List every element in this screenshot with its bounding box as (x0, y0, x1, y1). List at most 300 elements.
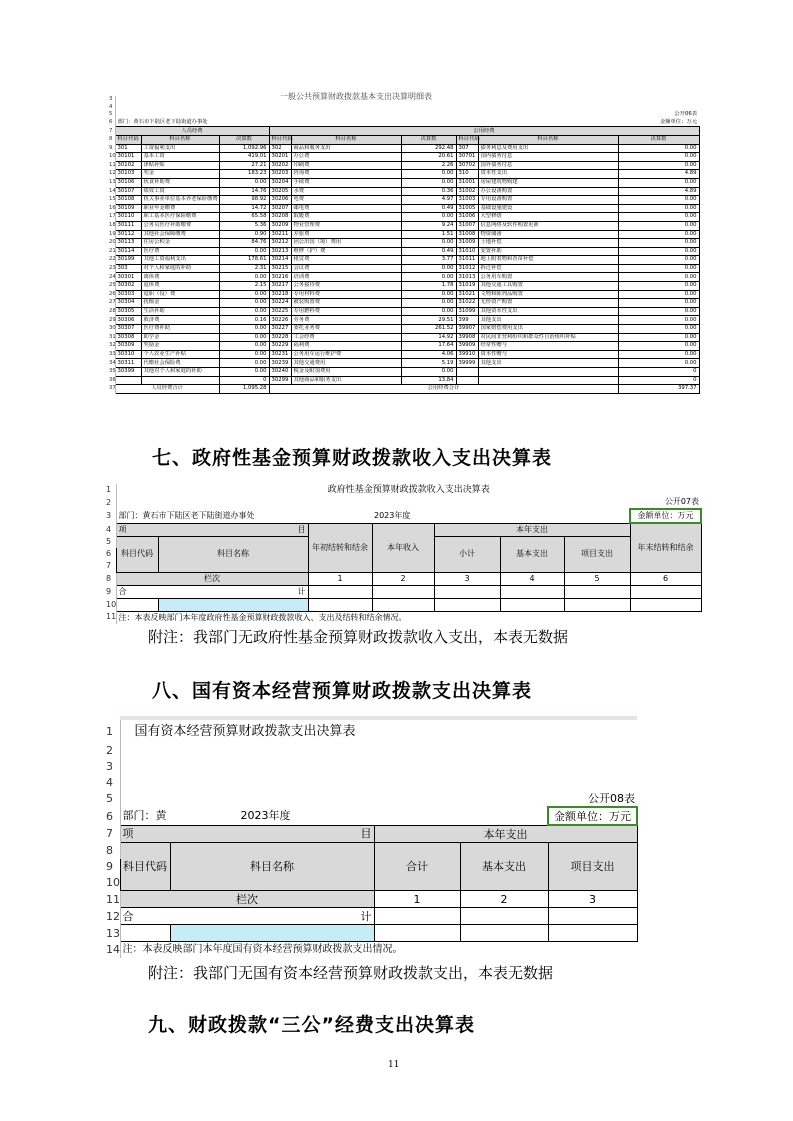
name-cell: 培训费 (291, 273, 401, 282)
amount-cell: 0.00 (618, 256, 699, 265)
amount-cell: 0.00 (401, 290, 456, 299)
amount-cell: 1.51 (401, 230, 456, 239)
name-cell: 退休费 (141, 282, 219, 291)
seq-5: 5 (564, 572, 630, 585)
amount-cell: 29.51 (401, 316, 456, 325)
table-code: 公开06表 (674, 111, 697, 118)
row-number: 15 (109, 196, 116, 203)
name-cell: 公务用车运行维护费 (291, 350, 401, 359)
code-cell: 30106 (115, 178, 141, 187)
name-cell: 国家赔偿费用支出 (478, 325, 618, 334)
code-cell: 30206 (269, 196, 291, 205)
amount-cell: 0.49 (401, 204, 456, 213)
dept-label: 部门：黄石市下陆区老下陆街道办事处 (117, 118, 208, 125)
name-cell: 其他支出 (478, 359, 618, 368)
code-cell: 30199 (115, 256, 141, 265)
state-capital-title: 国有资本经营预算财政拨款支出决算表 (134, 723, 356, 739)
amount-cell: 0.00 (401, 239, 456, 248)
unit-label: 金额单位：万元 (548, 807, 637, 825)
amount-cell: 0.00 (401, 368, 456, 377)
name-cell: 商品和服务支出 (291, 144, 401, 153)
table-row (107, 316, 699, 325)
amount-cell: 0.00 (401, 273, 456, 282)
amount-cell: 0.00 (219, 299, 269, 308)
row-number: 20 (109, 239, 116, 246)
name-cell: 资本性支出 (478, 170, 618, 179)
table-row (107, 187, 699, 196)
name-cell: 津贴补贴 (141, 161, 219, 170)
name-cell: 抚恤金 (141, 299, 219, 308)
amount-cell: 0.00 (618, 273, 699, 282)
amount-cell: 4.97 (401, 196, 456, 205)
col-amount: 决算数 (401, 135, 456, 144)
name-cell: 经常性赠与 (478, 342, 618, 351)
amount-cell: 5.19 (401, 359, 456, 368)
row-number: 25 (109, 282, 116, 289)
code-cell: 30107 (115, 187, 141, 196)
table-row (107, 325, 699, 334)
note-section-7: 附注：我部门无政府性基金预算财政拨款收入支出，本表无数据 (148, 628, 569, 646)
code-cell: 30702 (456, 161, 478, 170)
name-cell: 土地补偿 (478, 239, 618, 248)
row-number: 36 (109, 376, 116, 383)
row-number: 22 (109, 256, 116, 263)
code-cell: 30114 (115, 247, 141, 256)
heading-section-9: 九、财政拨款“三公”经费支出决算表 (148, 1014, 475, 1036)
amount-cell: 1.78 (401, 282, 456, 291)
dept-label: 部门：黄石市下陆区老下陆街道办事处 (118, 510, 255, 520)
col-income: 本年收入 (372, 523, 434, 572)
code-cell: 31002 (456, 187, 478, 196)
amount-cell: 2.15 (219, 282, 269, 291)
code-cell: 30218 (269, 290, 291, 299)
amount-cell: 0.00 (618, 213, 699, 222)
col-basic: 基本支出 (500, 536, 564, 572)
code-cell: 31099 (456, 307, 478, 316)
amount-cell: 292.48 (401, 144, 456, 153)
row-number: 33 (109, 350, 116, 357)
name-cell: 对民间非营利组织和群众性自治组织补贴 (478, 333, 618, 342)
name-cell: 差旅费 (291, 230, 401, 239)
amount-cell: 0 (618, 368, 699, 377)
total-personnel: 1,095.28 (219, 385, 269, 394)
code-cell: 30310 (115, 350, 141, 359)
amount-cell: 0.00 (401, 178, 456, 187)
row-number: 37 (109, 385, 116, 392)
code-cell: 30229 (269, 342, 291, 351)
name-cell (478, 368, 618, 377)
amount-cell: 0.00 (401, 170, 456, 179)
amount-cell: 0.00 (219, 273, 269, 282)
code-cell: 30224 (269, 299, 291, 308)
name-cell: 印刷费 (291, 161, 401, 170)
amount-cell: 0.00 (219, 307, 269, 316)
col-name: 科目名称 (478, 135, 618, 144)
name-cell: 物业管理费 (291, 221, 401, 230)
code-cell: 30205 (269, 187, 291, 196)
seq-2: 2 (372, 572, 434, 585)
name-cell (141, 376, 219, 385)
name-cell: 地上附着物和青苗补偿 (478, 256, 618, 265)
name-cell: 维修（护）费 (291, 247, 401, 256)
code-cell: 30240 (269, 368, 291, 377)
table-code: 公开07表 (664, 497, 700, 506)
basic-expenditure-table (107, 96, 700, 394)
code-cell: 302 (269, 144, 291, 153)
col-basic: 基本支出 (460, 843, 548, 891)
name-cell: 基本工资 (141, 153, 219, 162)
total-row-label: 合 计 (120, 908, 374, 925)
name-cell: 物资储备 (478, 230, 618, 239)
row-number: 16 (109, 204, 116, 211)
amount-cell: 4.89 (618, 170, 699, 179)
row-number: 7 (107, 127, 115, 136)
amount-cell: 183.23 (219, 170, 269, 179)
name-cell (478, 376, 618, 385)
row-2: 2 公开07表 (104, 496, 701, 509)
row-number: 32 (109, 342, 116, 349)
name-cell: 公务接待费 (291, 282, 401, 291)
code-cell: 30215 (269, 264, 291, 273)
amount-cell: 0.00 (618, 290, 699, 299)
amount-cell: 0.00 (618, 359, 699, 368)
name-cell: 专用设备购置 (478, 196, 618, 205)
code-cell: 30109 (115, 204, 141, 213)
amount-cell: 0.90 (219, 230, 269, 239)
code-cell: 39908 (456, 333, 478, 342)
col-amount: 决算数 (618, 135, 699, 144)
amount-cell: 14.72 (219, 204, 269, 213)
code-cell: 30211 (269, 230, 291, 239)
row-number: 21 (109, 247, 116, 254)
code-cell: 31001 (456, 178, 478, 187)
heading-section-8: 八、国有资本经营预算财政拨款支出决算表 (152, 680, 533, 702)
name-cell: 其他交通费用 (291, 359, 401, 368)
col-name: 科目名称 (141, 135, 219, 144)
amount-cell: 0.00 (618, 153, 699, 162)
amount-cell: 14.92 (401, 333, 456, 342)
amount-cell: 0.00 (219, 350, 269, 359)
row-number: 24 (109, 273, 116, 280)
amount-cell: 20.61 (401, 153, 456, 162)
name-cell: 医疗费补助 (141, 325, 219, 334)
col-seq: 栏次 (116, 572, 308, 585)
table-row (107, 153, 699, 162)
code-cell: 30207 (269, 204, 291, 213)
code-cell: 30217 (269, 282, 291, 291)
name-cell: 专用材料费 (291, 290, 401, 299)
table-row (107, 368, 699, 377)
code-cell: 31019 (456, 282, 478, 291)
amount-cell: 5.36 (219, 221, 269, 230)
table-row (107, 342, 699, 351)
code-cell: 31006 (456, 213, 478, 222)
row-number: 17 (109, 213, 116, 220)
amount-cell: 27.21 (219, 161, 269, 170)
note-section-8: 附注：我部门无国有资本经营预算财政拨款支出，本表无数据 (148, 964, 554, 982)
code-cell: 30208 (269, 213, 291, 222)
code-cell: 31008 (456, 230, 478, 239)
row-number: 18 (109, 222, 116, 229)
code-cell: 31007 (456, 221, 478, 230)
code-cell: 39907 (456, 325, 478, 334)
code-cell: 30203 (269, 170, 291, 179)
amount-cell: 0.00 (219, 290, 269, 299)
personnel-header: 人员经费 (115, 127, 269, 136)
col-code: 科目代码 (116, 536, 158, 572)
code-cell (456, 376, 478, 385)
code-cell: 30227 (269, 325, 291, 334)
name-cell: 工会经费 (291, 333, 401, 342)
amount-cell: 0 (219, 376, 269, 385)
code-cell: 30216 (269, 273, 291, 282)
total-public: 397.37 (618, 385, 699, 394)
name-cell: 伙食补助费 (141, 178, 219, 187)
amount-cell: 0.00 (618, 161, 699, 170)
col-total: 合计 (374, 843, 460, 891)
code-cell: 30308 (115, 333, 141, 342)
gov-fund-title: 政府性基金预算财政拨款收入支出决算表 (327, 484, 490, 495)
code-cell: 30225 (269, 307, 291, 316)
amount-cell: 4.89 (618, 187, 699, 196)
name-cell: 水费 (291, 187, 401, 196)
name-cell: 办公设备购置 (478, 187, 618, 196)
code-cell: 30209 (269, 221, 291, 230)
code-cell: 31010 (456, 247, 478, 256)
row-number: 23 (109, 265, 116, 272)
name-cell: 其他工资福利支出 (141, 256, 219, 265)
amount-cell: 0.00 (618, 325, 699, 334)
code-cell: 31012 (456, 264, 478, 273)
amount-cell: 0.00 (618, 247, 699, 256)
amount-cell: 0.00 (618, 178, 699, 187)
name-cell: 拆迁补偿 (478, 264, 618, 273)
code-cell: 39999 (456, 359, 478, 368)
code-cell: 30228 (269, 333, 291, 342)
name-cell: 其他资本性支出 (478, 307, 618, 316)
code-cell: 30239 (269, 359, 291, 368)
name-cell: 邮电费 (291, 204, 401, 213)
name-cell: 电费 (291, 196, 401, 205)
table-row (107, 282, 699, 291)
public-header: 公用经费 (269, 127, 699, 136)
table-row (107, 333, 699, 342)
state-capital-footnote: 注：本表反映部门本年度国有资本经营预算财政拨款支出情况。 (122, 944, 403, 955)
code-cell: 30701 (456, 153, 478, 162)
name-cell: 咨询费 (291, 170, 401, 179)
code-cell: 30306 (115, 316, 141, 325)
unit-label: 金额单位：万元 (659, 118, 697, 125)
name-cell: 资本性赠与 (478, 350, 618, 359)
col-end: 年末结转和结余 (630, 523, 701, 572)
amount-cell: 0.00 (401, 299, 456, 308)
amount-cell: 0.49 (401, 247, 456, 256)
table-row (107, 178, 699, 187)
code-cell: 30399 (115, 368, 141, 377)
row-number: 12 (109, 170, 116, 177)
code-cell: 31003 (456, 196, 478, 205)
amount-cell: 419.01 (219, 153, 269, 162)
name-cell: 劳务费 (291, 316, 401, 325)
amount-cell: 0.36 (401, 187, 456, 196)
amount-cell: 0.00 (219, 325, 269, 334)
amount-cell: 0.00 (618, 299, 699, 308)
amount-cell: 1,092.96 (219, 144, 269, 153)
name-cell: 大型修缮 (478, 213, 618, 222)
table-row (107, 264, 699, 273)
code-cell: 31013 (456, 273, 478, 282)
table-row (107, 376, 699, 385)
amount-cell: 0 (618, 376, 699, 385)
amount-cell: 0.00 (618, 333, 699, 342)
code-cell: 399 (456, 316, 478, 325)
seq-3: 3 (548, 891, 637, 908)
seq-1: 1 (308, 572, 372, 585)
amount-cell: 2.31 (219, 264, 269, 273)
col-project: 项目支出 (548, 843, 637, 891)
name-cell: 国外债务付息 (478, 161, 618, 170)
page-number: 11 (388, 1060, 400, 1070)
amount-cell: 0.00 (618, 144, 699, 153)
code-cell: 310 (456, 170, 478, 179)
name-cell: 取暖费 (291, 213, 401, 222)
name-cell: 医疗费 (141, 247, 219, 256)
col-expense: 本年支出 (434, 523, 630, 536)
row-number: 3 (107, 96, 115, 104)
code-cell: 30304 (115, 299, 141, 308)
col-code: 科目代码 (269, 135, 291, 144)
amount-cell: 0.00 (401, 213, 456, 222)
table1-title: 一般公共预算财政拨款基本支出决算明细表 (280, 92, 432, 101)
total-public-label: 公用经费合计 (269, 385, 618, 394)
amount-cell: 13.84 (401, 376, 456, 385)
table-row (107, 247, 699, 256)
code-cell: 30202 (269, 161, 291, 170)
amount-cell: 0.00 (401, 307, 456, 316)
row-number: 14 (109, 187, 116, 194)
code-cell: 30102 (115, 161, 141, 170)
table-row (107, 170, 699, 179)
amount-cell: 0.00 (618, 264, 699, 273)
name-cell: 租赁费 (291, 256, 401, 265)
code-cell: 30201 (269, 153, 291, 162)
seq-1: 1 (374, 891, 460, 908)
table-row (107, 196, 699, 205)
dept-label: 部门：黄 (122, 809, 167, 823)
name-cell: 其他商品和服务支出 (291, 376, 401, 385)
code-cell: 30231 (269, 350, 291, 359)
row-number: 8 (107, 135, 115, 144)
code-cell: 31022 (456, 299, 478, 308)
name-cell: 基础设施建设 (478, 204, 618, 213)
name-cell: 工资福利支出 (141, 144, 219, 153)
code-cell (115, 376, 141, 385)
code-cell: 30111 (115, 221, 141, 230)
col-name: 科目名称 (158, 536, 308, 572)
amount-cell: 0.00 (219, 247, 269, 256)
name-cell: 代缴社会保险费 (141, 359, 219, 368)
amount-cell: 0.00 (219, 368, 269, 377)
name-cell: 债务利息及费用支出 (478, 144, 618, 153)
table-row (107, 204, 699, 213)
item-label: 项 (118, 524, 127, 534)
name-cell: 住房公积金 (141, 239, 219, 248)
code-cell: 30302 (115, 282, 141, 291)
row-number: 4 (107, 104, 115, 112)
name-cell: 文物和陈列品购置 (478, 290, 618, 299)
amount-cell: 17.64 (401, 342, 456, 351)
col-name: 科目名称 (291, 135, 401, 144)
name-cell: 安置补助 (478, 247, 618, 256)
table-row (107, 359, 699, 368)
row-number: 29 (109, 316, 116, 323)
name-cell: 助学金 (141, 333, 219, 342)
row-number: 35 (109, 368, 116, 375)
name-cell: 房屋建筑物购建 (478, 178, 618, 187)
year-label: 2023年度 (374, 510, 411, 520)
name-cell: 会议费 (291, 264, 401, 273)
amount-cell: 3.77 (401, 256, 456, 265)
name-cell: 奖金 (141, 170, 219, 179)
amount-cell: 178.61 (219, 256, 269, 265)
code-cell: 30110 (115, 213, 141, 222)
name-cell: 公务员医疗补助缴费 (141, 221, 219, 230)
row-number: 11 (109, 161, 116, 168)
code-cell: 30112 (115, 230, 141, 239)
year-label: 2023年度 (240, 809, 291, 823)
code-cell: 31009 (456, 239, 478, 248)
code-cell: 39910 (456, 350, 478, 359)
name-cell: 福利费 (291, 342, 401, 351)
col-code: 科目代码 (115, 135, 141, 144)
amount-cell: 84.76 (219, 239, 269, 248)
item-right-label: 目 (360, 827, 372, 841)
name-cell: 委托业务费 (291, 325, 401, 334)
name-cell: 专用燃料费 (291, 307, 401, 316)
table-row (107, 161, 699, 170)
seq-6: 6 (630, 572, 701, 585)
col-subtotal: 小计 (434, 536, 500, 572)
code-cell: 30305 (115, 307, 141, 316)
row-number: 26 (109, 290, 116, 297)
amount-cell: 0.00 (219, 333, 269, 342)
name-cell: 其他交通工具购置 (478, 282, 618, 291)
row-number: 13 (109, 179, 116, 186)
table-row (107, 290, 699, 299)
row-number: 30 (109, 325, 116, 332)
amount-cell: 65.58 (219, 213, 269, 222)
code-cell: 303 (115, 264, 141, 273)
state-capital-table: 1 国有资本经营预算财政拨款支出决算表 2 3 4 5 公开08表 6 部门：黄 2023年度 金额单位：万元 7 项 目 本年支出 8 科目代码 科目名称 合计 基本支出 项目支出 9 10 11 栏次 1 2 3 12 合 计 13 14 注：本表反映部门本年度国有资本经营预算财政拨款支出情况。 (104, 720, 638, 958)
code-cell: 30301 (115, 273, 141, 282)
name-cell: 其他对个人和家庭的补助 (141, 368, 219, 377)
amount-cell: 0.00 (618, 350, 699, 359)
code-cell: 39909 (456, 342, 478, 351)
amount-cell: 9.24 (401, 221, 456, 230)
amount-cell: 0.00 (618, 342, 699, 351)
seq-3: 3 (434, 572, 500, 585)
row-number: 34 (109, 359, 116, 366)
table-row (107, 221, 699, 230)
seq-2: 2 (460, 891, 548, 908)
amount-cell: 0.00 (618, 307, 699, 316)
code-cell: 30108 (115, 196, 141, 205)
table-code: 公开08表 (588, 791, 636, 805)
col-expense: 本年支出 (374, 825, 637, 843)
code-cell: 30311 (115, 359, 141, 368)
row-number: 27 (109, 299, 116, 306)
name-cell: 国内债务付息 (478, 153, 618, 162)
